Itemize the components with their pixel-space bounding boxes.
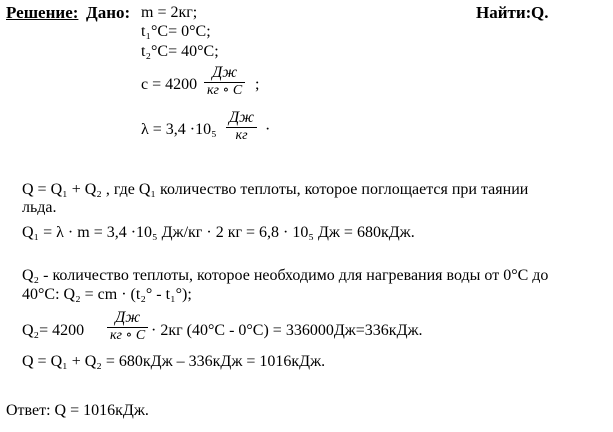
find-value: Q. (531, 3, 549, 22)
solution-line-3: Q₂ - количество теплоты, которое необходимо для нагревания воды от 0°C до (22, 267, 549, 284)
given-lambda-suffix: · (265, 121, 271, 138)
given-c-fraction (204, 64, 245, 99)
given-t2: t₂°C= 40°C; (141, 43, 219, 60)
solution-line-4-numerator: Дж (107, 309, 148, 328)
given-t1: t₁°C= 0°C; (141, 23, 211, 40)
given-lambda-numerator: Дж (226, 109, 257, 128)
solution-line-4-suffix: · 2кг (40°C - 0°C) = 336000Дж=336кДж. (151, 322, 423, 339)
given-heading: Дано: (86, 3, 131, 22)
solution-line-4-prefix: Q₂= 4200 (22, 322, 85, 339)
solution-line-1b: льда. (22, 199, 57, 216)
solution-line-4-fraction (107, 309, 148, 344)
solution-line-3b: 40°C: Q₂ = cm · (t₂° - t₁°); (22, 286, 192, 303)
solution-line-1: Q = Q₁ + Q₂ , где Q₁ количество теплоты, которое поглощается при таянии (22, 181, 529, 198)
given-lambda-denominator: кг (235, 128, 248, 143)
find-heading: Найти: (476, 3, 532, 22)
solution-heading: Решение: (6, 3, 79, 22)
solution-line-2: Q₁ = λ · m = 3,4 ·10₅ Дж/кг · 2 кг = 6,8 · 10₅ Дж = 680кДж. (22, 224, 415, 241)
given-lambda-fraction (226, 109, 257, 144)
given-c-numerator: Дж (204, 64, 245, 83)
given-mass: m = 2кг; (141, 4, 198, 21)
solution-line-5: Q = Q₁ + Q₂ = 680кДж – 336кДж = 1016кДж. (22, 353, 326, 370)
given-lambda-prefix: λ = 3,4 ·10₅ (141, 121, 217, 138)
solution-line-4-denominator: кг ∘ C (110, 328, 146, 343)
given-c-suffix: ; (255, 76, 260, 93)
answer-line: Ответ: Q = 1016кДж. (6, 402, 149, 419)
given-c-prefix: c = 4200 (141, 76, 198, 93)
given-c-denominator: кг ∘ C (207, 83, 243, 98)
